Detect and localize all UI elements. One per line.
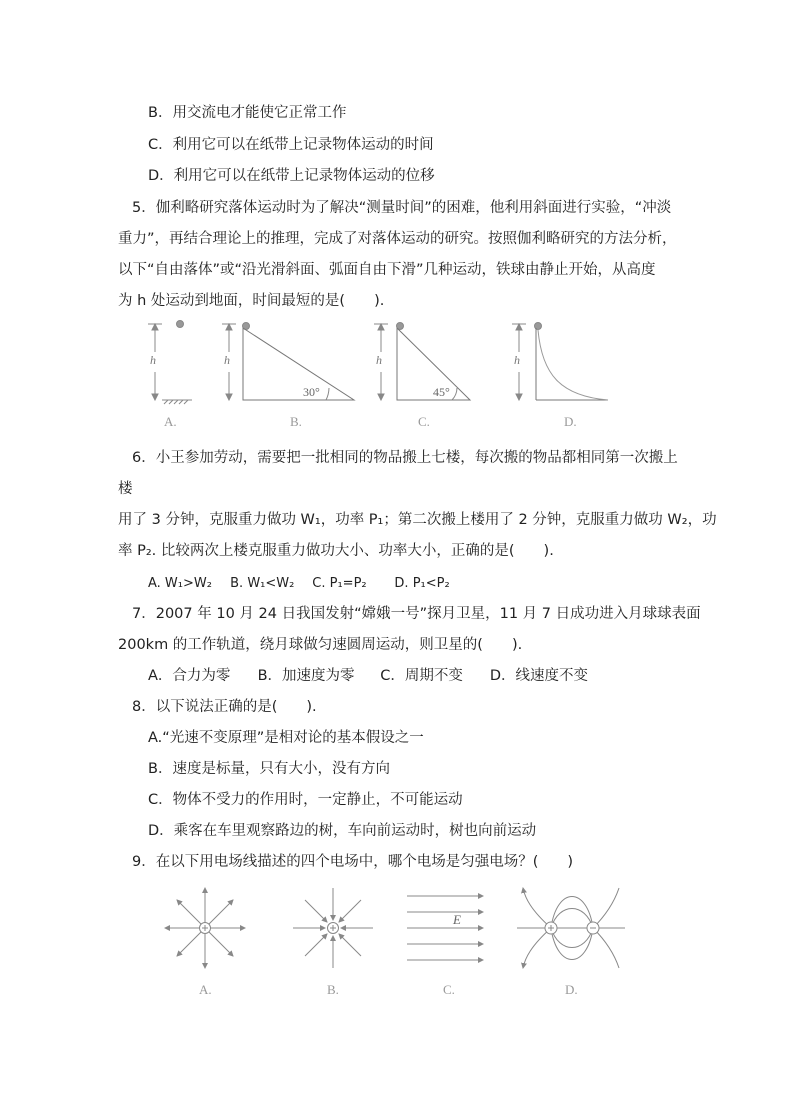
q6-stem-line2: 楼: [118, 481, 133, 497]
q4-option-c: C．利用它可以在纸带上记录物体运动的时间: [148, 137, 434, 153]
q8-stem: 8．以下说法正确的是( ).: [132, 699, 317, 715]
q9-diagram-a: [165, 888, 245, 968]
q6-option-c: C. P₁=P₂: [312, 576, 367, 591]
q9-caption-b: B.: [327, 982, 339, 997]
q9-diagram-d: [517, 888, 625, 968]
q5-caption-d: D.: [564, 414, 577, 429]
q5-diagram-c: [374, 323, 470, 401]
q5-stem-line3: 以下“自由落体”或“沿光滑斜面、弧面自由下滑”几种运动，铁球由静止开始，从高度: [118, 262, 656, 278]
q5-stem-line4: 为 h 处运动到地面，时间最短的是( ).: [118, 293, 385, 309]
q5-c-angle: 45°: [433, 385, 450, 399]
q6-option-b: B. W₁<W₂: [230, 576, 295, 591]
q5-b-angle: 30°: [303, 385, 320, 399]
q6-stem-line3: 用了 3 分钟，克服重力做功 W₁，功率 P₁；第二次搬上楼用了 2 分钟，克服重力做功 W₂，功: [118, 512, 717, 528]
q5-diagram-a: [148, 321, 192, 405]
q9-stem: 9．在以下用电场线描述的四个电场中，哪个电场是匀强电场？( ): [132, 854, 574, 870]
q6-stem-line4: 率 P₂. 比较两次上楼克服重力做功大小、功率大小，正确的是( ).: [118, 543, 554, 559]
q6-stem-line1: 6．小王参加劳动，需要把一批相同的物品搬上七楼，每次搬的物品都相同第一次搬上: [132, 450, 678, 466]
q4-option-d: D．利用它可以在纸带上记录物体运动的位移: [148, 168, 435, 184]
q8-option-d: D．乘客在车里观察路边的树，车向前运动时，树也向前运动: [148, 823, 537, 839]
q7-stem-line1: 7．2007 年 10 月 24 日我国发射“嫦娥一号”探月卫星，11 月 7 日成功进入月球球表面: [132, 606, 701, 622]
q7-stem-line2: 200km 的工作轨道，绕月球做匀速圆周运动，则卫星的( ).: [118, 637, 523, 653]
q7-option-d: D．线速度不变: [489, 668, 588, 684]
q8-option-a: A.“光速不变原理”是相对论的基本假设之一: [148, 730, 424, 746]
q9-caption-c: C.: [443, 982, 455, 997]
q8-option-b: B．速度是标量，只有大小，没有方向: [148, 761, 390, 777]
q9-figure: [155, 880, 635, 1002]
q6-options: [148, 575, 450, 593]
q5-diagram-b: [222, 323, 354, 401]
q5-caption-c: C.: [418, 414, 430, 429]
q6-option-a: A. W₁>W₂: [148, 576, 212, 591]
q9-diagram-c: [407, 896, 483, 960]
q7-option-c: C．周期不变: [380, 668, 463, 684]
q9-diagram-b: [293, 888, 373, 968]
q8-option-c: C．物体不受力的作用时，一定静止，不可能运动: [148, 792, 463, 808]
q5-diagram-d: [512, 323, 608, 401]
q5-caption-b: B.: [290, 414, 302, 429]
q5-b-h-label: h: [224, 353, 230, 367]
q7-option-a: A．合力为零: [148, 668, 231, 684]
q5-figure: [140, 316, 620, 434]
q9-caption-d: D.: [565, 982, 578, 997]
q5-stem-line1: 5．伽利略研究落体运动时为了解决“测量时间”的困难，他利用斜面进行实验，“冲淡: [132, 200, 672, 216]
q5-d-h-label: h: [514, 353, 520, 367]
q7-option-b: B．加速度为零: [257, 668, 355, 684]
q5-caption-a: A.: [164, 414, 177, 429]
q9-field-label: E: [453, 912, 461, 927]
q5-c-h-label: h: [376, 353, 382, 367]
q6-option-d: D. P₁<P₂: [394, 576, 450, 591]
q7-options: [148, 667, 588, 685]
q5-a-h-label: h: [150, 353, 156, 367]
q5-a-ball: [177, 321, 184, 328]
q9-caption-a: A.: [199, 982, 212, 997]
q4-option-b: B．用交流电才能使它正常工作: [148, 105, 347, 121]
q5-stem-line2: 重力”，再结合理论上的推理，完成了对落体运动的研究。按照伽利略研究的方法分析，: [118, 231, 677, 247]
